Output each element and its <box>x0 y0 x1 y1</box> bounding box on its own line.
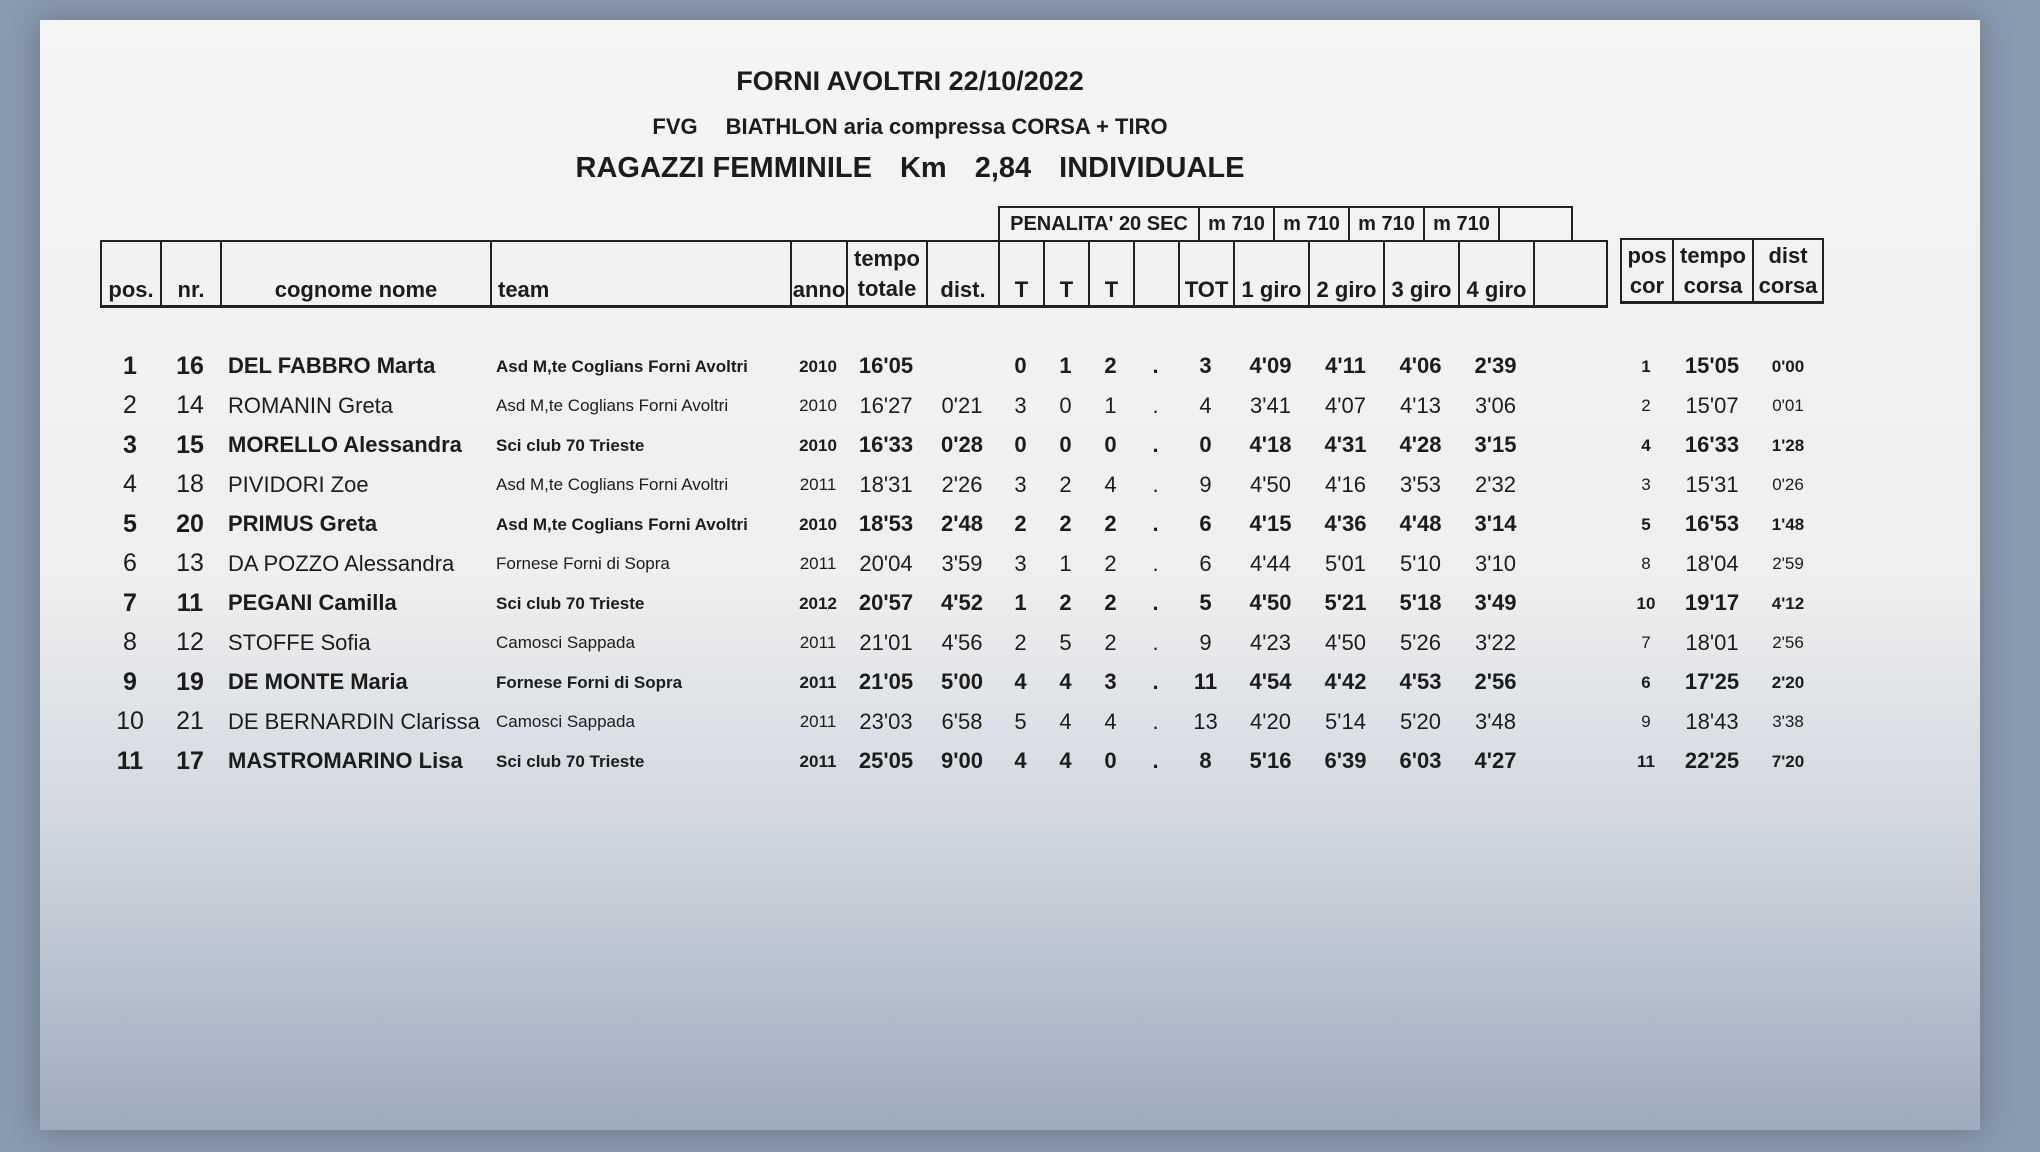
cell-shoot-2: 1 <box>1059 550 1072 576</box>
cell-lap-2: 4'11 <box>1325 353 1366 378</box>
cell-athlete-name: MORELLO Alessandra <box>228 432 462 457</box>
cell-shoot-1: 3 <box>1014 550 1027 576</box>
cell-dot: . <box>1152 748 1159 773</box>
cell-birth-year: 2010 <box>799 356 837 376</box>
cell-lap-2: 5'14 <box>1325 708 1366 734</box>
lap1-distance-header: m 710 <box>1198 206 1273 240</box>
cell-nr: 11 <box>176 588 204 617</box>
cell-run-gap: 2'59 <box>1772 554 1804 573</box>
cell-team: Camosci Sappada <box>496 712 635 731</box>
cell-team: Camosci Sappada <box>496 633 635 652</box>
cell-dot: . <box>1152 432 1159 457</box>
table-row <box>40 741 1980 781</box>
cell-dot: . <box>1152 629 1159 655</box>
cell-shoot-1: 0 <box>1014 432 1027 457</box>
cell-shoot-3: 2 <box>1104 550 1117 576</box>
col-dist-corsa <box>1752 238 1824 304</box>
col-dist: dist. <box>926 240 998 308</box>
cell-lap-2: 4'31 <box>1324 432 1367 457</box>
cell-gap: 2'26 <box>941 471 983 497</box>
cell-nr: 21 <box>176 707 204 735</box>
cell-nr: 18 <box>176 470 204 498</box>
subtitle-region: FVG <box>652 114 698 139</box>
cell-lap-4: 2'56 <box>1474 669 1517 694</box>
cell-lap-3: 6'03 <box>1399 748 1442 773</box>
cell-athlete-name: MASTROMARINO Lisa <box>228 748 463 773</box>
cell-penalty-total: 0 <box>1199 432 1212 457</box>
cell-birth-year: 2010 <box>799 514 837 534</box>
cell-lap-3: 5'20 <box>1400 708 1441 734</box>
table-row <box>40 544 1980 584</box>
cell-penalty-total: 13 <box>1193 708 1218 734</box>
cell-shoot-2: 0 <box>1059 392 1072 418</box>
cell-lap-1: 5'16 <box>1249 748 1292 773</box>
cell-gap: 6'58 <box>941 708 983 734</box>
cell-total-time: 18'31 <box>859 471 913 497</box>
cell-dot: . <box>1152 471 1159 497</box>
cell-nr: 15 <box>176 430 204 459</box>
cell-lap-4: 3'22 <box>1475 629 1516 655</box>
cell-run-gap: 4'12 <box>1771 593 1805 613</box>
cell-shoot-1: 0 <box>1014 353 1027 378</box>
cell-gap: 4'56 <box>941 629 983 655</box>
penalty-group-header: PENALITA' 20 SEC <box>998 206 1198 240</box>
cell-dot: . <box>1152 511 1159 536</box>
cell-penalty-total: 9 <box>1199 471 1212 497</box>
cell-lap-2: 4'16 <box>1325 471 1366 497</box>
cell-run-gap: 0'00 <box>1771 356 1805 376</box>
table-row <box>40 662 1980 702</box>
col-pos-cor-line1: pos <box>1627 242 1667 268</box>
blank-group-header <box>1498 206 1573 240</box>
cell-penalty-total: 6 <box>1199 550 1212 576</box>
cell-pos: 2 <box>123 391 137 419</box>
cell-dot: . <box>1152 708 1159 734</box>
table-row <box>40 465 1980 505</box>
cell-run-time: 18'04 <box>1685 550 1739 576</box>
cell-total-time: 16'05 <box>858 353 914 378</box>
cell-team: Sci club 70 Trieste <box>496 593 645 613</box>
col-tempo-corsa-line1: tempo <box>1680 242 1746 268</box>
cell-run-time: 16'53 <box>1684 511 1740 536</box>
cell-lap-2: 4'42 <box>1324 669 1367 694</box>
cell-athlete-name: STOFFE Sofia <box>228 629 371 655</box>
cell-run-position: 4 <box>1641 435 1651 455</box>
cell-nr: 14 <box>176 391 204 419</box>
cell-shoot-2: 2 <box>1059 471 1072 497</box>
cell-lap-1: 4'18 <box>1249 432 1292 457</box>
col-dist-corsa-line2: corsa <box>1758 272 1818 298</box>
cell-shoot-3: 2 <box>1104 629 1117 655</box>
cell-lap-1: 4'50 <box>1250 471 1291 497</box>
cell-lap-1: 4'50 <box>1249 590 1292 615</box>
cell-lap-3: 4'48 <box>1399 511 1442 536</box>
cell-run-gap: 1'48 <box>1771 514 1805 534</box>
cell-run-position: 5 <box>1641 514 1651 534</box>
cell-lap-1: 4'09 <box>1249 353 1292 378</box>
cell-shoot-2: 5 <box>1059 629 1072 655</box>
cell-penalty-total: 6 <box>1199 511 1212 536</box>
cell-lap-4: 3'49 <box>1474 590 1517 615</box>
cell-gap: 2'48 <box>941 511 983 536</box>
cell-run-time: 18'43 <box>1685 708 1739 734</box>
cell-run-time: 15'07 <box>1685 392 1739 418</box>
cell-dot: . <box>1152 550 1159 576</box>
cell-team: Asd M,te Coglians Forni Avoltri <box>496 356 748 376</box>
cell-shoot-3: 2 <box>1104 590 1117 615</box>
cell-team: Fornese Forni di Sopra <box>496 554 670 573</box>
cell-lap-2: 4'07 <box>1325 392 1366 418</box>
cell-penalty-total: 5 <box>1199 590 1212 615</box>
table-row <box>40 702 1980 742</box>
page-title: FORNI AVOLTRI 22/10/2022 <box>736 66 1084 96</box>
col-giro4: 4 giro <box>1458 240 1533 308</box>
cell-run-gap: 2'20 <box>1771 672 1805 692</box>
cell-lap-1: 4'54 <box>1249 669 1292 694</box>
cell-run-position: 7 <box>1641 633 1651 652</box>
col-pos-cor-line2: cor <box>1629 272 1665 298</box>
cell-run-gap: 2'56 <box>1772 633 1804 652</box>
cell-lap-3: 4'53 <box>1399 669 1442 694</box>
cell-pos: 8 <box>123 628 137 656</box>
cell-athlete-name: PEGANI Camilla <box>228 590 397 615</box>
cell-run-position: 10 <box>1636 593 1656 613</box>
cell-shoot-2: 0 <box>1059 432 1072 457</box>
cell-team: Asd M,te Coglians Forni Avoltri <box>496 514 748 534</box>
cell-pos: 9 <box>123 667 137 696</box>
cell-pos: 6 <box>123 549 137 577</box>
cell-lap-1: 4'20 <box>1250 708 1291 734</box>
cell-penalty-total: 3 <box>1199 353 1212 378</box>
cell-total-time: 25'05 <box>858 748 914 773</box>
cell-run-position: 1 <box>1641 356 1651 376</box>
cell-run-position: 3 <box>1641 475 1651 494</box>
cell-athlete-name: DA POZZO Alessandra <box>228 550 455 576</box>
cell-total-time: 23'03 <box>859 708 913 734</box>
subtitle-discipline: BIATHLON aria compressa CORSA + TIRO <box>725 114 1168 139</box>
cell-pos: 5 <box>123 509 137 538</box>
cell-lap-2: 6'39 <box>1324 748 1367 773</box>
cell-lap-2: 4'50 <box>1325 629 1366 655</box>
cell-nr: 17 <box>176 746 204 775</box>
cell-run-time: 16'33 <box>1684 432 1740 457</box>
cell-penalty-total: 4 <box>1199 392 1212 418</box>
cell-lap-1: 4'15 <box>1249 511 1292 536</box>
col-dist-corsa-line1: dist <box>1768 242 1808 268</box>
cell-lap-3: 5'26 <box>1400 629 1441 655</box>
col-pos: pos. <box>100 240 160 308</box>
cell-run-position: 8 <box>1641 554 1651 573</box>
cell-lap-2: 5'21 <box>1324 590 1367 615</box>
cell-shoot-1: 2 <box>1014 511 1027 536</box>
cell-pos: 4 <box>123 470 137 498</box>
cell-gap: 0'28 <box>941 432 983 457</box>
cell-pos: 1 <box>123 351 137 380</box>
cell-run-time: 18'01 <box>1685 629 1739 655</box>
category-label: RAGAZZI FEMMINILE <box>575 152 872 184</box>
lap4-distance-header: m 710 <box>1423 206 1498 240</box>
cell-dot: . <box>1152 590 1159 615</box>
cell-lap-4: 3'14 <box>1474 511 1517 536</box>
cell-lap-1: 4'44 <box>1250 550 1291 576</box>
cell-athlete-name: PIVIDORI Zoe <box>228 471 369 497</box>
cell-team: Sci club 70 Trieste <box>496 751 645 771</box>
cell-birth-year: 2011 <box>799 712 837 731</box>
cell-total-time: 16'33 <box>858 432 914 457</box>
cell-lap-2: 4'36 <box>1324 511 1367 536</box>
cell-birth-year: 2011 <box>799 751 837 771</box>
cell-birth-year: 2011 <box>799 475 837 494</box>
col-tempo-totale-line1: tempo <box>854 245 920 271</box>
cell-team: Sci club 70 Trieste <box>496 435 645 455</box>
table-row <box>40 346 1980 386</box>
col-blank <box>1133 240 1178 308</box>
cell-lap-4: 3'10 <box>1475 550 1516 576</box>
table-row <box>40 425 1980 465</box>
cell-lap-1: 4'23 <box>1250 629 1291 655</box>
cell-run-gap: 3'38 <box>1772 712 1804 731</box>
cell-team: Asd M,te Coglians Forni Avoltri <box>496 396 729 415</box>
cell-lap-3: 3'53 <box>1400 471 1441 497</box>
cell-team: Fornese Forni di Sopra <box>496 672 683 692</box>
col-anno: anno <box>790 240 846 308</box>
cell-run-gap: 0'26 <box>1772 475 1804 494</box>
lap2-distance-header: m 710 <box>1273 206 1348 240</box>
cell-shoot-1: 4 <box>1014 748 1027 773</box>
cell-birth-year: 2011 <box>799 554 837 573</box>
col-team: team <box>490 240 790 308</box>
cell-run-time: 19'17 <box>1684 590 1740 615</box>
cell-lap-3: 4'28 <box>1399 432 1442 457</box>
col-nr: nr. <box>160 240 220 308</box>
cell-shoot-3: 1 <box>1104 392 1117 418</box>
cell-run-time: 17'25 <box>1684 669 1740 694</box>
cell-penalty-total: 11 <box>1193 669 1218 694</box>
table-row <box>40 623 1980 663</box>
cell-shoot-2: 4 <box>1059 669 1072 694</box>
cell-lap-4: 4'27 <box>1474 748 1517 773</box>
cell-lap-2: 5'01 <box>1325 550 1366 576</box>
cell-shoot-3: 2 <box>1104 511 1117 536</box>
cell-athlete-name: ROMANIN Greta <box>228 392 394 418</box>
cell-lap-3: 4'06 <box>1399 353 1442 378</box>
cell-shoot-3: 0 <box>1104 432 1117 457</box>
cell-lap-4: 3'15 <box>1474 432 1517 457</box>
cell-pos: 11 <box>116 746 144 775</box>
cell-run-gap: 1'28 <box>1771 435 1805 455</box>
cell-lap-4: 3'06 <box>1475 392 1516 418</box>
cell-total-time: 21'01 <box>859 629 913 655</box>
cell-athlete-name: DE BERNARDIN Clarissa <box>228 708 480 734</box>
cell-total-time: 21'05 <box>858 669 914 694</box>
distance-unit: Km <box>899 152 947 184</box>
col-giro3: 3 giro <box>1383 240 1458 308</box>
cell-team: Asd M,te Coglians Forni Avoltri <box>496 475 729 494</box>
cell-run-gap: 7'20 <box>1771 751 1805 771</box>
cell-shoot-3: 4 <box>1104 471 1117 497</box>
cell-birth-year: 2011 <box>799 633 837 652</box>
cell-shoot-1: 3 <box>1014 392 1027 418</box>
col-name: cognome nome <box>220 240 490 308</box>
col-giro2: 2 giro <box>1308 240 1383 308</box>
cell-shoot-1: 3 <box>1014 471 1027 497</box>
cell-pos: 3 <box>123 430 137 459</box>
col-tempo-corsa <box>1672 238 1752 304</box>
results-sheet <box>40 20 1980 1130</box>
table-row <box>40 504 1980 544</box>
cell-nr: 16 <box>176 351 204 380</box>
cell-run-time: 15'31 <box>1685 471 1739 497</box>
cell-shoot-1: 2 <box>1014 629 1027 655</box>
table-row <box>40 386 1980 426</box>
cell-run-position: 9 <box>1641 712 1651 731</box>
cell-run-time: 15'05 <box>1684 353 1740 378</box>
cell-lap-1: 3'41 <box>1250 392 1291 418</box>
cell-lap-4: 3'48 <box>1475 708 1516 734</box>
cell-total-time: 18'53 <box>858 511 914 536</box>
cell-shoot-3: 4 <box>1104 708 1117 734</box>
cell-shoot-3: 2 <box>1104 353 1117 378</box>
cell-shoot-3: 3 <box>1104 669 1117 694</box>
col-giro1: 1 giro <box>1233 240 1308 308</box>
cell-lap-4: 2'39 <box>1474 353 1517 378</box>
cell-run-position: 6 <box>1641 672 1651 692</box>
cell-total-time: 16'27 <box>859 392 913 418</box>
category-line <box>40 152 1780 185</box>
cell-gap: 5'00 <box>941 669 983 694</box>
cell-total-time: 20'04 <box>859 550 913 576</box>
cell-run-position: 11 <box>1637 751 1655 771</box>
cell-shoot-2: 4 <box>1059 748 1072 773</box>
race-format: INDIVIDUALE <box>1059 152 1245 184</box>
cell-nr: 20 <box>176 509 204 538</box>
cell-lap-3: 4'13 <box>1400 392 1441 418</box>
cell-shoot-1: 5 <box>1014 708 1027 734</box>
lap3-distance-header: m 710 <box>1348 206 1423 240</box>
subtitle <box>40 114 1780 140</box>
cell-shoot-1: 4 <box>1014 669 1027 694</box>
col-t2: T <box>1043 240 1088 308</box>
cell-gap: 9'00 <box>941 748 983 773</box>
cell-birth-year: 2010 <box>799 396 837 415</box>
col-tempo-totale-line2: totale <box>857 275 917 301</box>
distance-value: 2,84 <box>974 152 1032 184</box>
cell-run-time: 22'25 <box>1684 748 1740 773</box>
col-tot: TOT <box>1178 240 1233 308</box>
cell-nr: 13 <box>176 549 204 577</box>
col-pos-cor <box>1620 238 1672 304</box>
cell-lap-3: 5'10 <box>1400 550 1441 576</box>
cell-birth-year: 2010 <box>799 435 837 455</box>
table-row <box>40 583 1980 623</box>
cell-shoot-2: 2 <box>1059 590 1072 615</box>
cell-athlete-name: PRIMUS Greta <box>228 511 378 536</box>
cell-shoot-3: 0 <box>1104 748 1117 773</box>
col-tempo-totale <box>846 240 926 308</box>
cell-athlete-name: DEL FABBRO Marta <box>228 353 436 378</box>
cell-shoot-2: 2 <box>1059 511 1072 536</box>
cell-shoot-1: 1 <box>1014 590 1027 615</box>
cell-dot: . <box>1152 669 1159 694</box>
cell-pos: 7 <box>123 588 137 617</box>
cell-total-time: 20'57 <box>858 590 914 615</box>
cell-nr: 12 <box>176 628 204 656</box>
cell-lap-3: 5'18 <box>1399 590 1442 615</box>
cell-birth-year: 2011 <box>799 672 837 692</box>
cell-pos: 10 <box>116 707 144 735</box>
cell-lap-4: 2'32 <box>1475 471 1516 497</box>
col-t1: T <box>998 240 1043 308</box>
cell-penalty-total: 9 <box>1199 629 1212 655</box>
cell-birth-year: 2012 <box>799 593 837 613</box>
cell-gap <box>926 346 998 386</box>
cell-shoot-2: 4 <box>1059 708 1072 734</box>
cell-penalty-total: 8 <box>1199 748 1212 773</box>
col-blank-2 <box>1533 240 1608 308</box>
cell-gap: 4'52 <box>941 590 983 615</box>
cell-gap: 3'59 <box>941 550 983 576</box>
cell-dot: . <box>1152 392 1159 418</box>
col-tempo-corsa-line2: corsa <box>1683 272 1743 298</box>
cell-nr: 19 <box>176 667 204 696</box>
cell-gap: 0'21 <box>941 392 983 418</box>
cell-athlete-name: DE MONTE Maria <box>228 669 408 694</box>
cell-run-position: 2 <box>1641 396 1651 415</box>
col-t3: T <box>1088 240 1133 308</box>
cell-dot: . <box>1152 353 1159 378</box>
cell-shoot-2: 1 <box>1059 353 1072 378</box>
cell-run-gap: 0'01 <box>1772 396 1804 415</box>
